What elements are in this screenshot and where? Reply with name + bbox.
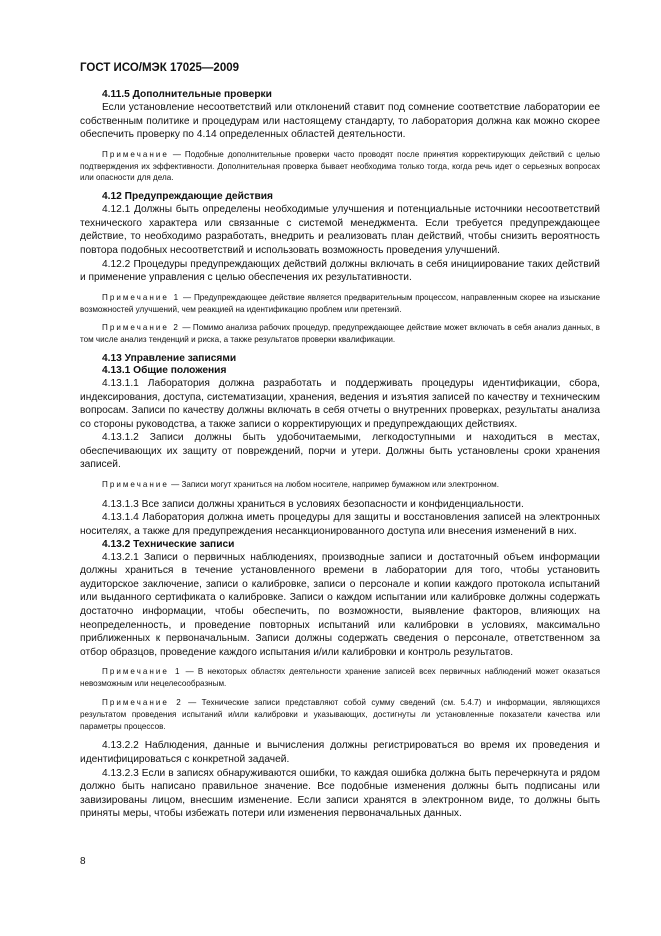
note-text: — В некоторых областях деятельности хранение записей всех первичных наблюдений может оказаться невозможным или нецелесообразным. — [80, 667, 600, 689]
note — [80, 479, 600, 491]
note-text: — Технические записи представляют собой сумму сведений (см. 5.4.7) и информации, являющихся результатом проведения испытаний и/или калибровки и указывающих, достигнуты ли установленные показатели качества или параметры процессов. — [80, 698, 600, 731]
note — [80, 697, 600, 732]
note — [80, 322, 600, 346]
note-text: — Помимо анализа рабочих процедур, предупреждающее действие может включать в себя анализ данных, в том числе анализ тенденций и риска, а также результатов проверки квалификации. — [80, 323, 600, 345]
paragraph: 4.13.1.1 Лаборатория должна разработать и поддерживать процедуры идентификации, сбора, индексирования, доступа, систематизации, хранения, ведения и изъятия записей по качеству и техническим вопросам. Записи по качеству должны включать в себя отчеты о внутренних проверках, результаты анализа со стороны руководства, а также записи о корректирующих и предупреждающих действиях. — [80, 377, 600, 430]
note-text: — Предупреждающее действие является предварительным процессом, направленным скорее на изыскание возможностей улучшений, чем реакцией на идентификацию проблем или претензий. — [80, 292, 600, 314]
section-heading-4-12: 4.12 Предупреждающие действия — [102, 191, 273, 203]
paragraph: 4.13.2.3 Если в записях обнаруживаются ошибки, то каждая ошибка должна быть перечеркнута и рядом должно быть написано правильное значение. Все подобные изменения должны быть подписаны или завизированы лицом, внесшим изменение. Если записи хранятся в электронном виде, то должны быть приняты меры, чтобы избежать потери или изменения первоначальных данных. — [80, 767, 600, 820]
note-text: — Записи могут храниться на любом носителе, например бумажном или электронном. — [168, 480, 499, 490]
paragraph: 4.12.1 Должны быть определены необходимые улучшения и потенциальные источники несоответствий технического характера или связанные с системой менеджмента. Если требуется предупреждающее действие, то необходимо разработать, внедрить и реализовать план действий, чтобы снизить вероятность повтора подобных несоответствий и использовать возможность проведения улучшений. — [80, 204, 600, 256]
note-lead: Примечание — [102, 480, 169, 490]
note-lead: Примечание — [102, 149, 169, 159]
note — [80, 666, 600, 690]
section-heading-4-11-5: 4.11.5 Дополнительные проверки — [102, 89, 272, 100]
note — [80, 292, 600, 316]
paragraph: 4.13.1.3 Все записи должны храниться в условиях безопасности и конфиденциальности. — [102, 498, 524, 510]
note-lead: Примечание 2 — [102, 323, 180, 333]
section-heading-4-13-1: 4.13.1 Общие положения — [102, 364, 227, 376]
section-heading-4-13-2: 4.13.2 Технические записи — [102, 538, 235, 550]
paragraph: 4.13.1.4 Лаборатория должна иметь процедуры для защиты и восстановления записей на электронных носителях, а также для предупреждения несанкционированного доступа или внесения изменений в них. — [80, 512, 600, 538]
note-text: — Подобные дополнительные проверки часто проводят после принятия корректирующих действий с целью подтверждения их эффективности. Дополнительная проверка бывает необходима только тогда, когда речь идет о серьезных вопросах или опасности для дела. — [80, 149, 600, 183]
note-lead: Примечание 2 — [102, 698, 183, 707]
paragraph: 4.13.2.1 Записи о первичных наблюдениях, производные записи и достаточный объем информации должны храниться в течение установленного времени в лаборатории для того, чтобы установить аудиторское заключение, записи о калибровке, записи о персонале и копии каждого протокола испытаний или выданного сертификата о калибровке. Записи о каждом испытании или калибровке должны содержать достаточно информации, чтобы обеспечить, по возможности, выявление факторов, влияющих на неопределенность, и проведение повторных испытаний или калибровки в условиях, максимально приближенных к первоначальным. Записи должны содержать сведения о персонале, ответственном за отбор образцов, проведение каждого испытания и/или калибровки и контроль результатов. — [80, 551, 600, 658]
note — [80, 149, 600, 184]
paragraph: 4.13.1.2 Записи должны быть удобочитаемыми, легкодоступными и находиться в местах, обеспечивающих их защиту от повреждений, порчи и утери. Должны быть установлены сроки хранения записей. — [80, 432, 600, 471]
running-header: ГОСТ ИСО/МЭК 17025—2009 — [80, 62, 240, 74]
paragraph: 4.13.2.2 Наблюдения, данные и вычисления должны регистрироваться во время их проведения и идентифицироваться с конкретной задачей. — [80, 740, 600, 765]
paragraph: Если установление несоответствий или отклонений ставит под сомнение соответствие лаборатории ее собственным политике и процедурам или настоящему стандарту, то лаборатория должна как можно скорее обеспечить проверку по 4.14 определенных областей деятельности. — [80, 102, 600, 141]
section-heading-4-13: 4.13 Управление записями — [102, 352, 237, 364]
note-lead: Примечание 1 — [102, 667, 182, 677]
paragraph: 4.12.2 Процедуры предупреждающих действий должны включать в себя инициирование таких действий и применение управления с целью обеспечения их результативности. — [80, 258, 600, 284]
note-lead: Примечание 1 — [102, 292, 181, 302]
document-page — [80, 62, 600, 821]
page-number: 8 — [80, 856, 86, 867]
